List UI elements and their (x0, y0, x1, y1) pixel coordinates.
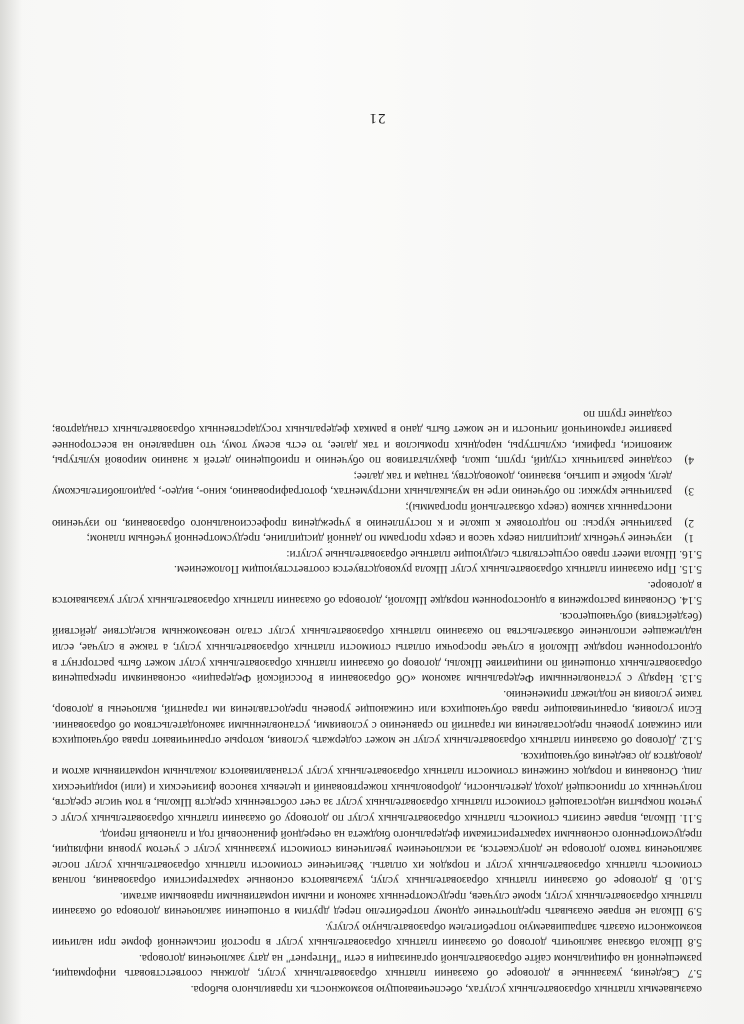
paragraph: 5.15. При оказании платных образовательных услуг Школа руководствуется соответствующим Положением. (174, 563, 702, 576)
paragraph: 5.9 Школа не вправе оказывать предпочтение одному потребителю перед другим в отношении заключения договора об оказании платных образовательных услуг, кроме случаев, предусмотренных законом и иными нормативными правовыми актами. (52, 889, 702, 918)
list-item-number: 3) (684, 485, 694, 498)
list-item-text: создание различных студий, групп, школ, факультативов по обучению и приобщению детей к знанию мировой культуры, живописи, графики, скульптуры, народных промыслов и так далее, то есть всему тому, что направлено на всестороннее развитие гармоничной личности и не может быть дано в рамках федеральных государственных образовательных стандартов; создание групп по (52, 407, 672, 467)
paragraph: 5.16. Школа имеет право осуществлять следующие платные образовательные услуги: (286, 547, 702, 560)
list-item-text: различные курсы: по подготовке к школе и к поступлению в учреждения профессионального образования, по изучению иностранных языков (сверх обязательной программы); (52, 501, 672, 529)
list-item-text: различные кружки: по обучению игре на музыкальных инструментах, фотографированию, кино-, видео-, радиолюбительскому делу, кройке и шитью, вязанию, домоводству, танцам и так далее; (52, 469, 672, 498)
list-item-number: 1) (684, 532, 694, 545)
list-item-number: 2) (684, 516, 694, 529)
list-item-number: 4) (684, 454, 694, 467)
paragraph: 5.11. Школа, вправе снизить стоимость платных образовательных услуг по договору об оказании платных образовательных услуг с учетом покрытия недостающей стоимости платных образовательных услуг за счет собственных средств Школы, в том числе средств, полученных от приносящей доход деятельности, добровольных пожертвований и целевых взносов физических и (или) юридических лиц. Основания и порядок снижения стоимости платных образовательных услуг устанавливаются локальным нормативным актом и доводятся до сведения обучающихся. (52, 749, 702, 824)
document-body (52, 405, 702, 996)
paragraph: 5.13. Наряду с установленными Федеральным законом «Об образовании в Российской Федерации» основаниями прекращения образовательных отношений по инициативе Школы, договор об оказании платных образовательных услуг может быть расторгнут в одностороннем порядке Школой в случае просрочки оплаты стоимости платных образовательных услуг, а также в случае, если надлежащее исполнение обязательства по оказанию платных образовательных услуг стало невозможным вследствие действий (бездействия) обучающегося. (52, 609, 702, 685)
page-number: 21 (368, 110, 386, 126)
list-item (52, 530, 702, 546)
paragraph: 5.10. В договоре об оказании платных образовательных услуг, указываются основные характеристики образования, полная стоимость платных образовательных услуг и порядок их оплаты. Увеличение стоимости платных образовательных услуг после заключения такого договора не допускается, за исключением увеличения стоимости указанных услуг с учетом уровня инфляции, предусмотренного основными характеристиками федерального бюджета на очередной финансовый год и плановый период. (52, 827, 702, 887)
paragraph: 5.8 Школа обязана заключить договор об оказании платных образовательных услуг в простой письменной форме при наличии возможности оказать запрашиваемую потребителем образовательную услугу. (52, 920, 702, 949)
paragraph: 5.14. Основания расторжения в одностороннем порядке Школой, договора об оказании платных образовательных услуг указываются в договоре. (52, 578, 702, 607)
paragraph: 5.12. Договор об оказании платных образовательных услуг не может содержать условия, которые ограничивают права обучающихся или снижают уровень предоставления им гарантий по сравнению с условиями, установленными законодательством об образовании. Если условия, ограничивающие права обучающихся или снижающие уровень предоставления им гарантий, включены в договор, такие условия не подлежат применению. (52, 687, 702, 747)
paragraph: оказываемых платных образовательных услугах, обеспечивающую возможность их правильного выбора. (190, 983, 702, 995)
list-item (52, 405, 702, 467)
list-item (52, 467, 702, 498)
list-item-text: изучение учебных дисциплин сверх часов и сверх программ по данной дисциплине, предусмотренной учебным планом; (86, 532, 672, 545)
paragraph: 5.7 Сведения, указанные в договоре об оказании платных образовательных услуг, должны соответствовать информации, размещенной на официальном сайте образовательной организации в сети "Интернет" на дату заключения договора. (52, 951, 702, 980)
list-item (52, 499, 702, 530)
rotated-content (52, 96, 702, 996)
scan-edge-shadow (0, 0, 22, 1024)
